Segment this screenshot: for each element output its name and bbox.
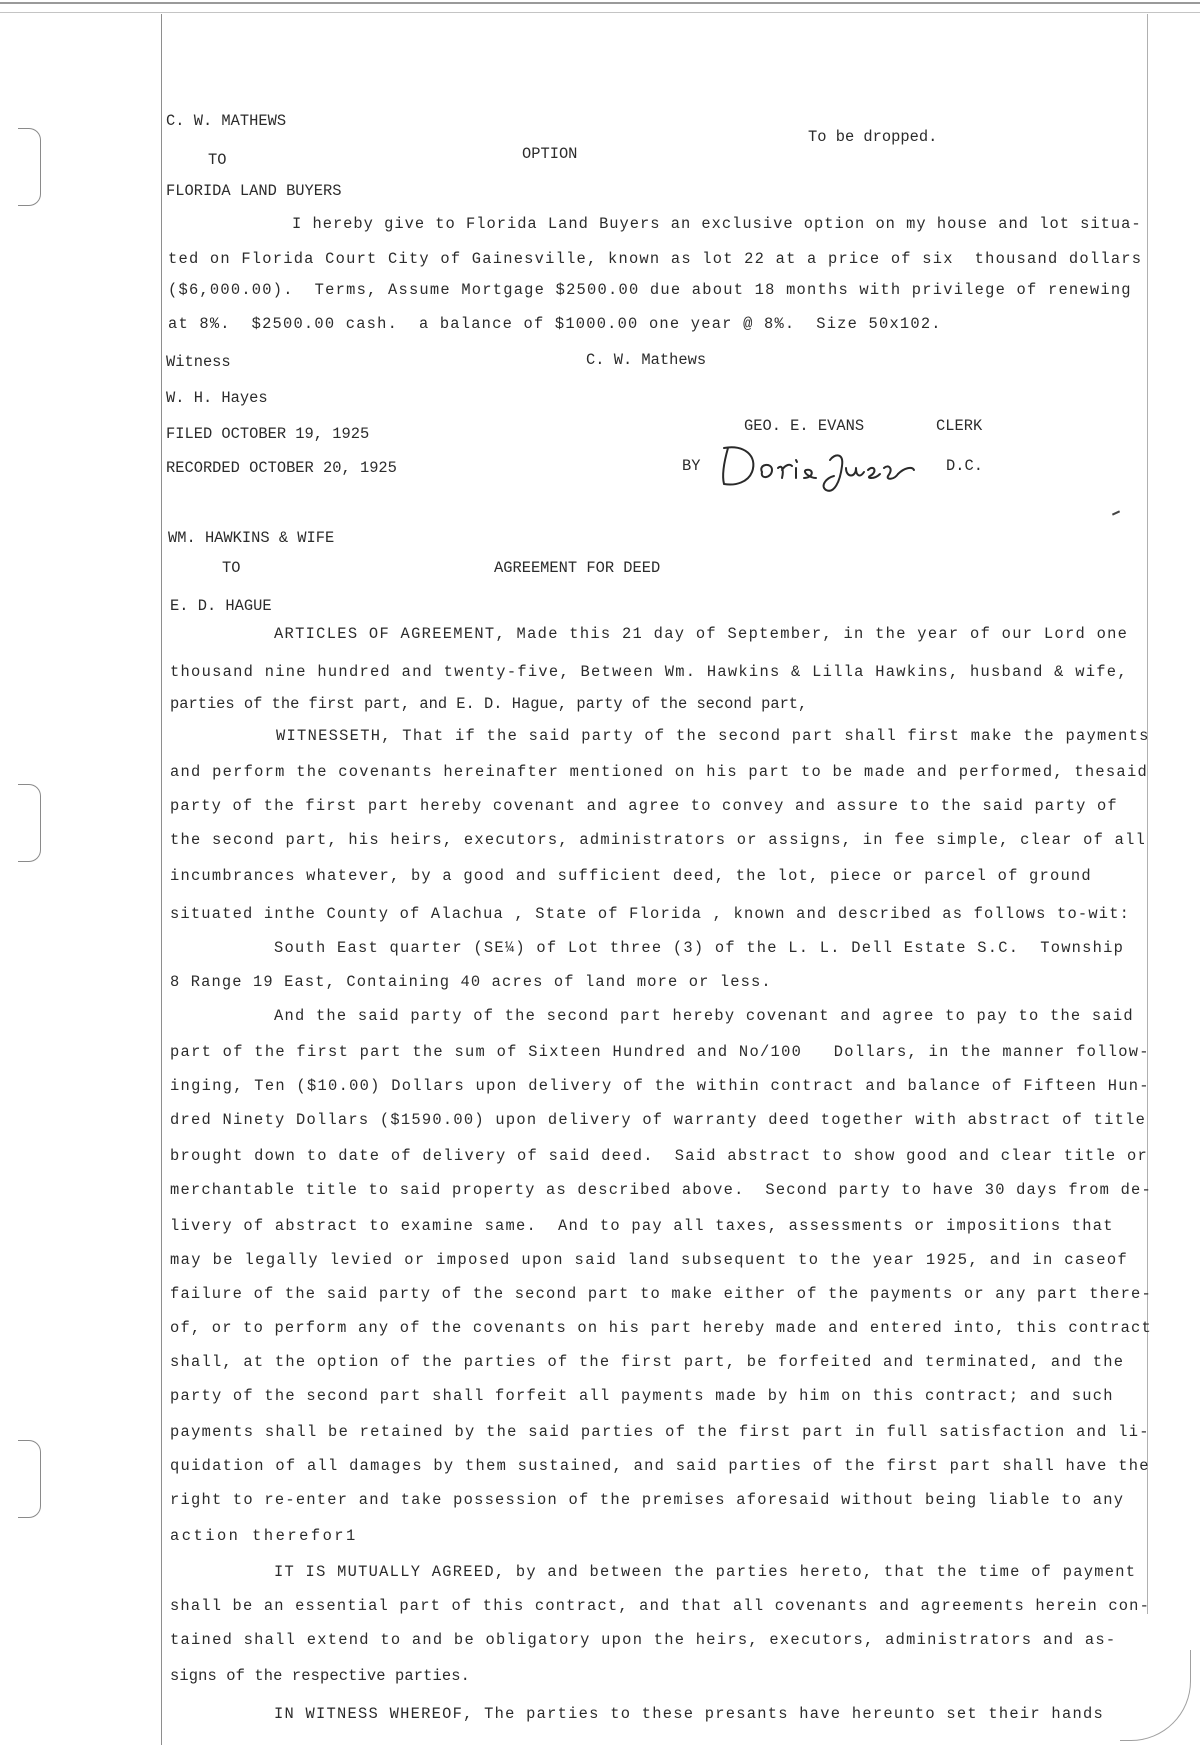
agreement-grantor: WM. HAWKINS & WIFE — [168, 529, 335, 547]
binder-hole-top — [18, 128, 41, 206]
agreement-body-line: incumbrances whatever, by a good and sufficient deed, the lot, piece or parcel of ground — [170, 867, 1092, 885]
agreement-body-line: failure of the said party of the second part to make either of the payments or any part there- — [170, 1285, 1152, 1303]
binder-hole-middle — [18, 784, 41, 862]
agreement-body-line: action therefor1 — [170, 1527, 358, 1545]
agreement-body-line: brought down to date of delivery of said deed. Said abstract to show good and clear title or — [170, 1147, 1148, 1165]
option-filed: FILED OCTOBER 19, 1925 — [166, 425, 370, 443]
agreement-body-line: signs of the respective parties. — [170, 1667, 471, 1685]
stray-pencil-mark — [1112, 510, 1120, 515]
agreement-body-line: shall be an essential part of this contract, and that all covenants and agreements herein con- — [170, 1597, 1151, 1615]
deputy-clerk-signature — [718, 438, 918, 496]
agreement-body-line: 8 Range 19 East, Containing 40 acres of land more or less. — [170, 973, 772, 991]
option-body-line: I hereby give to Florida Land Buyers an exclusive option on my house and lot situa- — [292, 215, 1142, 233]
agreement-body-line: inging, Ten ($10.00) Dollars upon delivery of the within contract and balance of Fifteen Hun- — [170, 1077, 1150, 1095]
deputy-clerk-label: D.C. — [946, 457, 983, 475]
left-margin-rule — [161, 14, 162, 1745]
option-recorded: RECORDED OCTOBER 20, 1925 — [166, 459, 397, 477]
agreement-body-line: tained shall extend to and be obligatory upon the heirs, executors, administrators and as- — [170, 1631, 1117, 1649]
option-witness-name: W. H. Hayes — [166, 389, 268, 407]
agreement-body-line: and perform the covenants hereinafter mentioned on his part to be made and performed, thesaid — [170, 763, 1148, 781]
option-to: TO — [208, 151, 227, 169]
clerk-title: CLERK — [936, 417, 983, 435]
option-title: OPTION — [522, 145, 578, 163]
option-grantee: FLORIDA LAND BUYERS — [166, 182, 342, 200]
agreement-body-line: part of the first part the sum of Sixteen Hundred and No/100 Dollars, in the manner follow- — [170, 1043, 1150, 1061]
agreement-body-line: payments shall be retained by the said parties of the first part in full satisfaction and li- — [170, 1423, 1150, 1441]
agreement-title: AGREEMENT FOR DEED — [494, 559, 661, 577]
agreement-body-line: shall, at the option of the parties of the first part, be forfeited and terminated, and the — [170, 1353, 1125, 1371]
clerk-name: GEO. E. EVANS — [744, 417, 865, 435]
agreement-body-line: WITNESSETH, That if the said party of the second part shall first make the payments — [276, 727, 1150, 745]
agreement-body-line: ARTICLES OF AGREEMENT, Made this 21 day of September, in the year of our Lord one — [274, 625, 1129, 643]
agreement-body-line: South East quarter (SE¼) of Lot three (3) of the L. L. Dell Estate S.C. Township — [274, 939, 1125, 957]
option-grantor: C. W. MATHEWS — [166, 112, 287, 130]
option-body-line: ($6,000.00). Terms, Assume Mortgage $2500.00 due about 18 months with privilege of renewing — [168, 281, 1132, 299]
agreement-body-line: livery of abstract to examine same. And to pay all taxes, assessments or impositions that — [170, 1217, 1114, 1235]
agreement-body-line: quidation of all damages by them sustained, and said parties of the first part shall have the — [170, 1457, 1150, 1475]
agreement-grantee: E. D. HAGUE — [170, 597, 272, 615]
option-witness-label: Witness — [166, 353, 231, 371]
agreement-body-line: And the said party of the second part hereby covenant and agree to pay to the said — [274, 1007, 1134, 1025]
agreement-body-line: IN WITNESS WHEREOF, The parties to these presants have hereunto set their hands — [274, 1705, 1104, 1723]
agreement-body-line: thousand nine hundred and twenty-five, Between Wm. Hawkins & Lilla Hawkins, husband & wife, — [170, 663, 1128, 681]
agreement-to: TO — [222, 559, 241, 577]
page-corner-curl — [1120, 1650, 1191, 1741]
option-body-line: ted on Florida Court City of Gainesville, known as lot 22 at a price of six thousand dollars — [168, 250, 1143, 268]
agreement-body-line: party of the first part hereby covenant and agree to convey and assure to the said party of — [170, 797, 1118, 815]
agreement-body-line: right to re-enter and take possession of the premises aforesaid without being liable to any — [170, 1491, 1125, 1509]
option-note: To be dropped. — [808, 128, 938, 146]
top-border-rule — [0, 2, 1200, 13]
option-signer: C. W. Mathews — [586, 351, 707, 369]
option-body-line: at 8%. $2500.00 cash. a balance of $1000.00 one year @ 8%. Size 50x102. — [168, 315, 942, 333]
agreement-body-line: of, or to perform any of the covenants on his part hereby made and entered into, this contract — [170, 1319, 1152, 1337]
agreement-body-line: parties of the first part, and E. D. Hague, party of the second part, — [170, 695, 808, 713]
by-label: BY — [682, 457, 701, 475]
agreement-body-line: the second part, his heirs, executors, administrators or assigns, in fee simple, clear of all — [170, 831, 1147, 849]
agreement-body-line: merchantable title to said property as described above. Second party to have 30 days from de- — [170, 1181, 1152, 1199]
agreement-body-line: may be legally levied or imposed upon said land subsequent to the year 1925, and in caseof — [170, 1251, 1129, 1269]
agreement-body-line: situated inthe County of Alachua , State of Florida , known and described as follows to-wit: — [170, 905, 1131, 923]
right-margin-rule — [1147, 14, 1148, 1614]
agreement-body-line: party of the second part shall forfeit all payments made by him on this contract; and such — [170, 1387, 1114, 1405]
agreement-body-line: dred Ninety Dollars ($1590.00) upon delivery of warranty deed together with abstract of title — [170, 1111, 1147, 1129]
binder-hole-bottom — [18, 1440, 41, 1518]
agreement-body-line: IT IS MUTUALLY AGREED, by and between the parties hereto, that the time of payment — [274, 1563, 1137, 1581]
